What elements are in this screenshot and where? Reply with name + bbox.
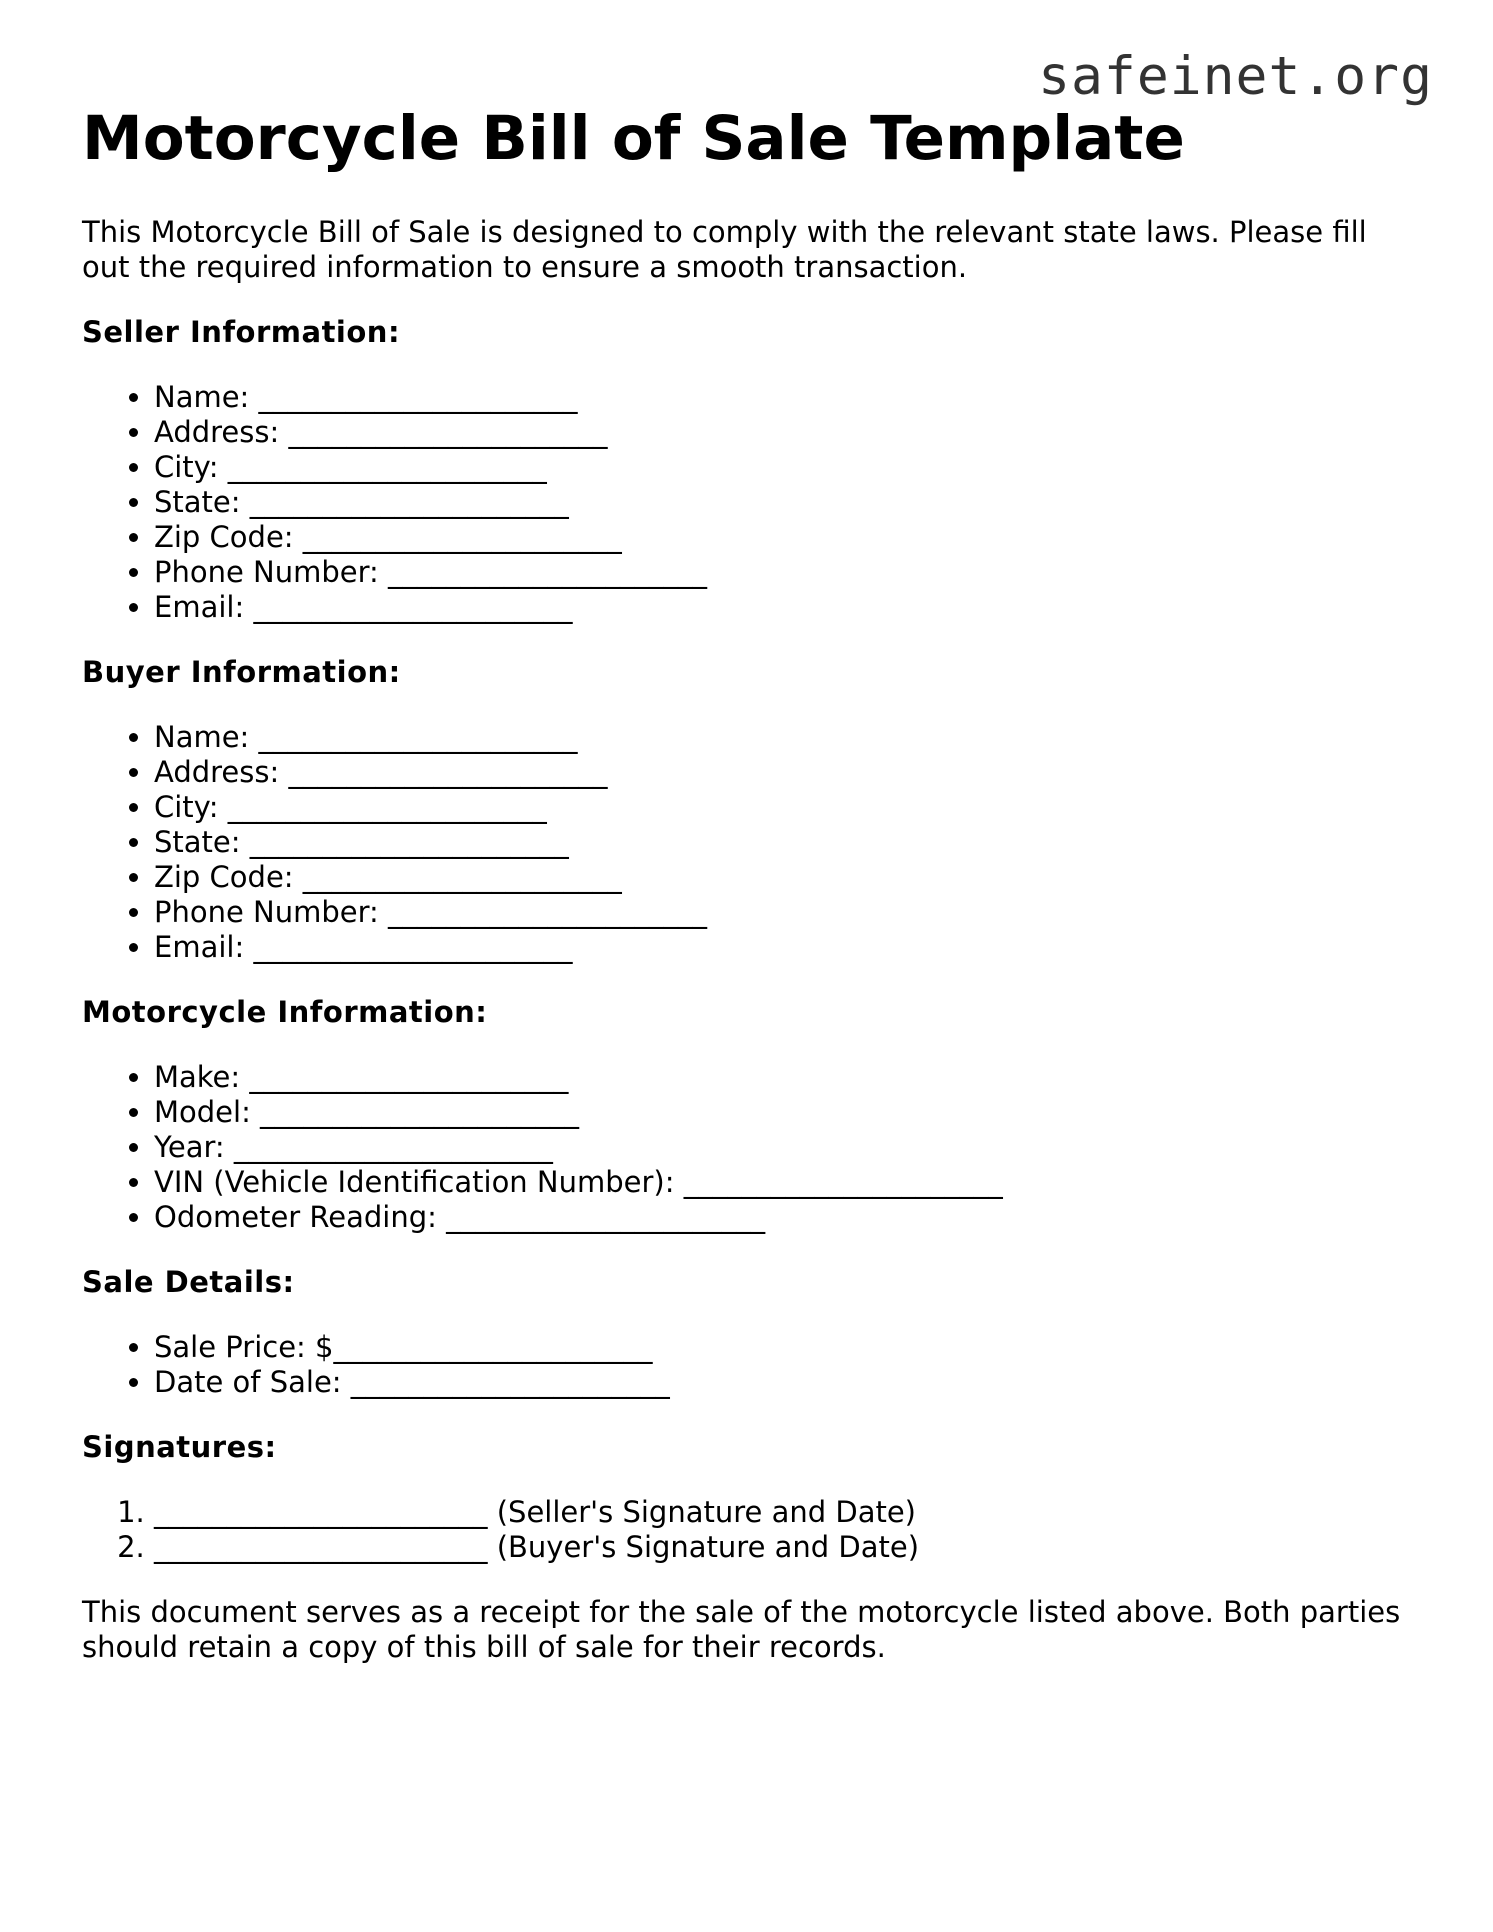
intro-paragraph: This Motorcycle Bill of Sale is designed to comply with the relevant state laws. Please fill out the required information to ensure a smooth transaction. [82, 215, 1367, 285]
seller-phone-field: • Phone Number: ______________________ [154, 555, 1422, 590]
closing-paragraph: This document serves as a receipt for the sale of the motorcycle listed above. Both parties should retain a copy of this bill of sale for their records. [82, 1595, 1401, 1665]
buyer-state-field: • State: ______________________ [154, 825, 1422, 860]
sale-list [82, 1330, 1422, 1400]
seller-signature-line: 1. _______________________ (Seller's Signature and Date) [154, 1495, 1422, 1530]
seller-name-field: • Name: ______________________ [154, 380, 1422, 415]
buyer-heading: Buyer Information: [82, 655, 401, 690]
signatures-list [82, 1495, 1422, 1565]
seller-address-field: • Address: ______________________ [154, 415, 1422, 450]
buyer-email-field: • Email: ______________________ [154, 930, 1422, 965]
seller-state-field: • State: ______________________ [154, 485, 1422, 520]
sale-date-field: • Date of Sale: ______________________ [154, 1365, 1422, 1400]
motorcycle-model-field: • Model: ______________________ [154, 1095, 1422, 1130]
signatures-heading: Signatures: [82, 1430, 277, 1465]
document-page [82, 102, 1422, 1665]
buyer-city-field: • City: ______________________ [154, 790, 1422, 825]
motorcycle-list [82, 1060, 1422, 1235]
page-title: Motorcycle Bill of Sale Template [82, 103, 1185, 174]
watermark: safeinet.org [1038, 46, 1433, 107]
seller-heading: Seller Information: [82, 315, 401, 350]
sale-price-field: • Sale Price: $______________________ [154, 1330, 1422, 1365]
seller-email-field: • Email: ______________________ [154, 590, 1422, 625]
buyer-name-field: • Name: ______________________ [154, 720, 1422, 755]
motorcycle-make-field: • Make: ______________________ [154, 1060, 1422, 1095]
seller-city-field: • City: ______________________ [154, 450, 1422, 485]
buyer-list [82, 720, 1422, 965]
motorcycle-heading: Motorcycle Information: [82, 995, 488, 1030]
motorcycle-odometer-field: • Odometer Reading: ______________________ [154, 1200, 1422, 1235]
seller-zip-field: • Zip Code: ______________________ [154, 520, 1422, 555]
motorcycle-vin-field: • VIN (Vehicle Identification Number): ______________________ [154, 1165, 1422, 1200]
buyer-phone-field: • Phone Number: ______________________ [154, 895, 1422, 930]
sale-heading: Sale Details: [82, 1265, 295, 1300]
buyer-zip-field: • Zip Code: ______________________ [154, 860, 1422, 895]
buyer-address-field: • Address: ______________________ [154, 755, 1422, 790]
motorcycle-year-field: • Year: ______________________ [154, 1130, 1422, 1165]
buyer-signature-line: 2. _______________________ (Buyer's Signature and Date) [154, 1530, 1422, 1565]
seller-list [82, 380, 1422, 625]
